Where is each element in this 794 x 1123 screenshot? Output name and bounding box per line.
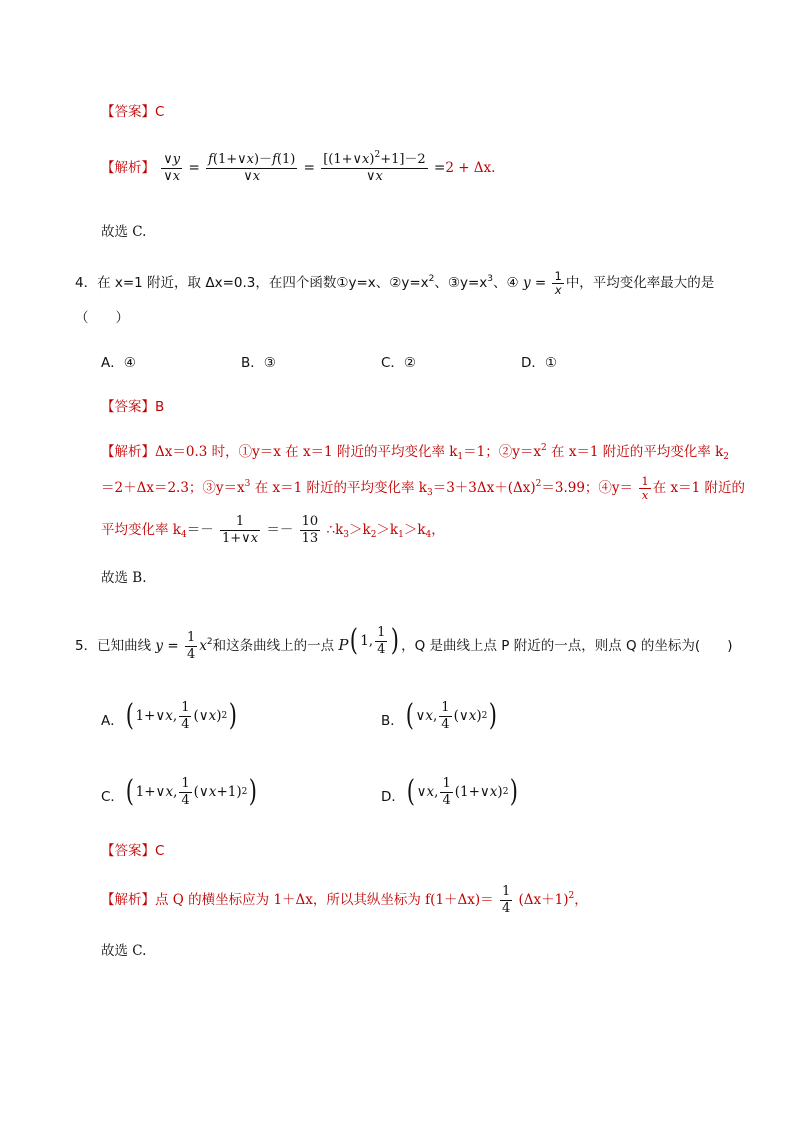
q5-point-p: ( 1, $\frac{1}{4}$ ): [350, 623, 400, 658]
q5-option-b-expr: ( ∨ x , $\frac{1}{4}$ (∨ x ) 2 ): [405, 698, 498, 733]
q5-option-a[interactable]: A． ( 1+∨ x , $\frac{1}{4}$ (∨ x ) 2 ): [101, 695, 239, 742]
answer-tag: 【答案】: [101, 843, 155, 859]
q4-option-b[interactable]: B．③: [241, 355, 276, 371]
q5-option-c-expr: ( 1+∨ x , $\frac{1}{4}$ (∨ x +1) 2 ): [125, 774, 258, 809]
q5-analysis-line: 【解析】点 Q 的横坐标应为 1＋Δx，所以其纵坐标为 f(1＋Δx)＝ $\frac{1}{4}$ $(\Delta x+1)^2$，: [101, 884, 588, 916]
q4-answer-line: [101, 397, 164, 417]
answer-tag: 【答案】: [101, 399, 155, 415]
analysis-tag: 【解析】: [101, 160, 155, 176]
q4-option-d[interactable]: D．①: [521, 355, 557, 371]
q3-frac-fdiff: $\frac{f(1+\vee x)-f(1)}{\vee x}$: [208, 152, 296, 184]
q3-frac-expand: $\frac{[(1+\vee x)^2+1]-2}{\vee x}$: [323, 150, 426, 184]
q5-analysis-frac-1-4: $\frac{1}{4}$: [501, 884, 511, 916]
q4-conclusion: 故选 B.: [101, 570, 147, 586]
q5-option-b[interactable]: B． ( ∨ x , $\frac{1}{4}$ (∨ x ) 2 ): [381, 695, 499, 742]
analysis-tag: 【解析】: [101, 444, 155, 460]
q4-analysis-line1: 【解析】Δx＝0.3 时，①y＝x 在 x＝1 附近的平均变化率 $k_1=1$；$②y=x^2$ 在 x＝1 附近的平均变化率 $k_2$: [101, 443, 730, 462]
q4-frac-1-over-1plusdx: $\frac{1}{1+\vee x}$: [222, 514, 259, 546]
q4-analysis-line3: 平均变化率 $k_4=-$ $\frac{1}{1+\vee x}$ ＝－ $\frac{10}{13}$ $\therefore k_3>k_2>k_1>k_4$，: [101, 514, 445, 546]
q3-frac-dy-dx: $\frac{\vee y}{\vee x}$: [163, 152, 181, 184]
q3-analysis-line: 【解析】 $\frac{\vee y}{\vee x}$ = $\frac{f(1+\vee x)-f(1)}{\vee x}$ = $\frac{[(1+\vee x)^2+1]-2}{\vee x}$ =2 + Δx.: [101, 150, 496, 184]
q5-conclusion: 故选 C.: [101, 943, 147, 959]
q5-option-d-expr: ( ∨ x , $\frac{1}{4}$ (1+∨ x ) 2 ): [406, 774, 519, 809]
q3-conclusion: 故选 C.: [101, 224, 147, 240]
q5-stem: 5．已知曲线 y = $\frac{1}{4}$ $x^2$和这条曲线上的一点 P ( 1, $\frac{1}{4}$ ) ，Q 是曲线上点 P 附近的一点，则点 Q 的坐标为( ): [75, 620, 732, 667]
q5-option-d[interactable]: D． ( ∨ x , $\frac{1}{4}$ (1+∨ x ) 2 ): [381, 771, 520, 818]
q4-frac-1-over-x: $\frac{1}{x}$: [554, 268, 562, 297]
q3-analysis-result: 2 + Δx.: [445, 160, 496, 176]
q4-stem-line2: （ ）: [75, 310, 129, 326]
q5-answer-line: [101, 841, 164, 861]
q4-frac-10-13: $\frac{10}{13}$: [301, 514, 319, 546]
q5-frac-1-4: $\frac{1}{4}$: [186, 629, 196, 662]
answer-tag: 【答案】: [101, 104, 155, 120]
q5-option-a-expr: ( 1+∨ x , $\frac{1}{4}$ (∨ x ) 2 ): [125, 698, 238, 733]
q4-option-a[interactable]: A．④: [101, 355, 136, 371]
q4-stem: 4．在 x=1 附近，取 Δx=0.3，在四个函数①y=x、$②y=x^2$、$③y=x^3$、④ y = $\frac{1}{x}$ 中，平均变化率最大的是: [75, 268, 715, 297]
q5-option-c[interactable]: C． ( 1+∨ x , $\frac{1}{4}$ (∨ x +1) 2 ): [101, 771, 259, 818]
q3-answer-line: [101, 102, 164, 122]
q3-answer-value: C: [155, 104, 165, 120]
q4-analysis-line2: ＝2＋Δx＝2.3；$③y=x^3$ 在 x＝1 附近的平均变化率 $k_3=3+3\Delta x+(\Delta x)^2=3.99$；④y＝ $\frac{1}{x}$ 在 x＝1 附近的: [101, 474, 745, 502]
analysis-tag: 【解析】: [101, 892, 155, 908]
q4-answer-value: B: [155, 399, 165, 415]
q4-analysis-frac-1-over-x: $\frac{1}{x}$: [641, 474, 649, 502]
q5-answer-value: C: [155, 843, 165, 859]
q4-option-c[interactable]: C．②: [381, 355, 417, 371]
